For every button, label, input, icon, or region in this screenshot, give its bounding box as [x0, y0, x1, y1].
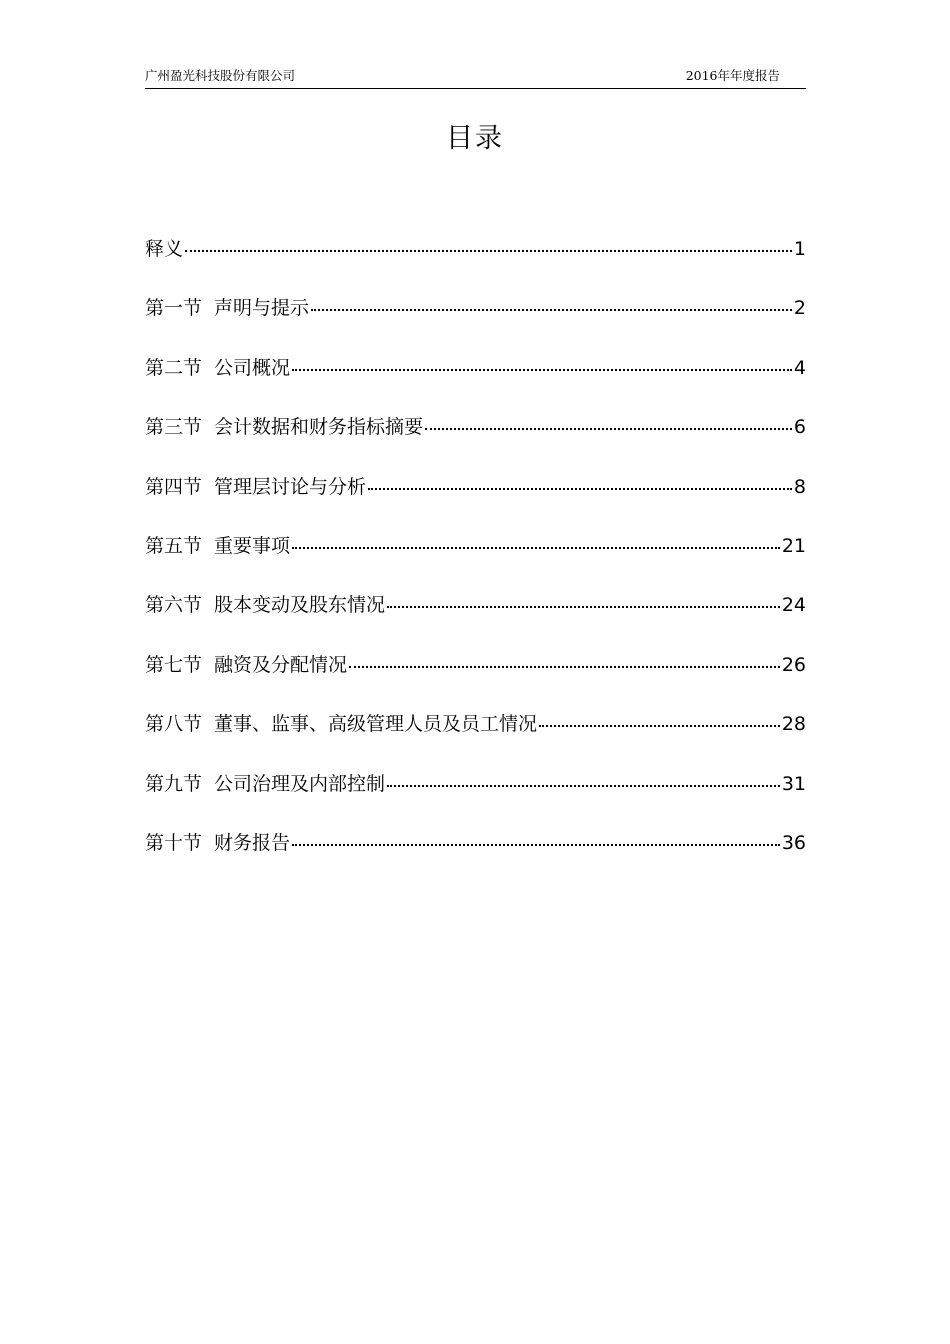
toc-section-title[interactable]: 释义	[145, 238, 184, 260]
toc-section-title[interactable]: 董事、监事、高级管理人员及员工情况	[214, 713, 538, 736]
toc-dot-leader	[425, 428, 792, 430]
toc-entry[interactable]	[145, 767, 806, 826]
toc-page-number[interactable]: 24	[781, 594, 806, 617]
toc-page-number[interactable]: 6	[793, 416, 806, 439]
toc-dot-leader	[185, 250, 792, 252]
toc-dot-leader	[539, 725, 780, 727]
toc-dot-leader	[292, 844, 780, 846]
toc-dot-leader	[292, 547, 780, 549]
toc-section-title[interactable]: 声明与提示	[214, 297, 310, 320]
toc-dot-leader	[387, 606, 780, 608]
toc-entry[interactable]	[145, 291, 806, 350]
toc-page-number[interactable]: 31	[781, 772, 806, 795]
toc-section-title[interactable]: 股本变动及股东情况	[214, 594, 386, 617]
toc-dot-leader	[387, 785, 780, 787]
toc-page-number[interactable]: 1	[793, 238, 806, 260]
toc-section-number: 第九节	[145, 772, 203, 795]
toc-page-number[interactable]: 21	[781, 534, 806, 557]
toc-page-number[interactable]: 28	[781, 713, 806, 736]
toc-section-number: 第四节	[145, 475, 203, 498]
toc-section-title[interactable]: 融资及分配情况	[214, 653, 348, 676]
toc-entry[interactable]	[145, 529, 806, 588]
toc-entry[interactable]	[145, 351, 806, 410]
toc-page-number[interactable]: 36	[781, 831, 806, 854]
page-header	[145, 66, 806, 89]
toc-entry[interactable]	[145, 588, 806, 647]
toc-section-number: 第七节	[145, 653, 203, 676]
toc-dot-leader	[311, 309, 792, 311]
toc-page-number[interactable]: 4	[793, 356, 806, 379]
toc-section-title[interactable]: 财务报告	[214, 831, 291, 854]
table-of-contents	[145, 232, 806, 885]
toc-section-title[interactable]: 公司概况	[214, 356, 291, 379]
toc-section-number: 第三节	[145, 416, 203, 439]
toc-page-number[interactable]: 8	[793, 475, 806, 498]
toc-section-number: 第六节	[145, 594, 203, 617]
toc-entry[interactable]	[145, 470, 806, 529]
header-report-title: 2016年年度报告	[685, 68, 780, 83]
page-title: 目录	[446, 123, 504, 154]
toc-entry[interactable]	[145, 232, 806, 291]
toc-section-title[interactable]: 公司治理及内部控制	[214, 772, 386, 795]
toc-section-number: 第二节	[145, 356, 203, 379]
toc-section-title[interactable]: 管理层讨论与分析	[214, 475, 367, 498]
toc-dot-leader	[368, 488, 792, 490]
toc-dot-leader	[292, 369, 792, 371]
toc-section-number: 第一节	[145, 297, 203, 320]
toc-section-number: 第十节	[145, 831, 203, 854]
toc-entry[interactable]	[145, 826, 806, 885]
toc-section-number: 第五节	[145, 534, 203, 557]
toc-section-title[interactable]: 重要事项	[214, 534, 291, 557]
toc-entry[interactable]	[145, 410, 806, 469]
toc-section-title[interactable]: 会计数据和财务指标摘要	[214, 416, 424, 439]
toc-page-number[interactable]: 26	[781, 653, 806, 676]
toc-page-number[interactable]: 2	[793, 297, 806, 320]
toc-entry[interactable]	[145, 707, 806, 766]
toc-dot-leader	[349, 666, 780, 668]
toc-section-number: 第八节	[145, 713, 203, 736]
toc-entry[interactable]	[145, 648, 806, 707]
header-company-name: 广州盈光科技股份有限公司	[145, 68, 296, 83]
